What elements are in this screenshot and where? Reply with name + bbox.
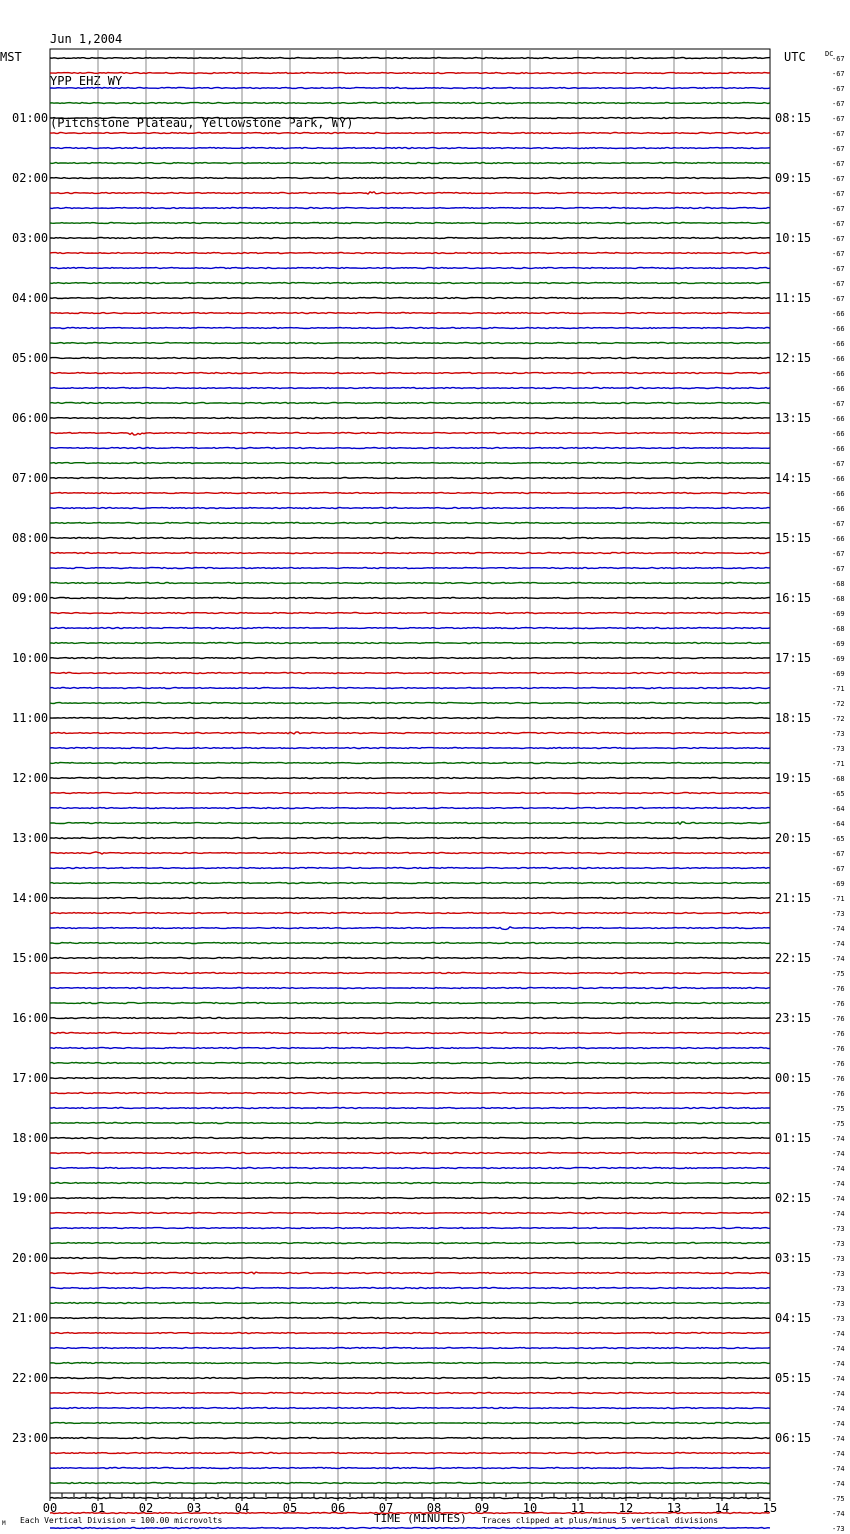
utc-hour-label: 10:15	[775, 231, 812, 245]
mst-hour-label: 11:00	[12, 711, 49, 725]
dc-offset-label: -73	[832, 1525, 845, 1533]
utc-hour-label: 09:15	[775, 171, 812, 185]
dc-offset-label: -67	[832, 55, 845, 63]
utc-hour-label: 19:15	[775, 771, 812, 785]
seismic-trace	[50, 223, 770, 224]
mst-hour-label: 10:00	[12, 651, 49, 665]
dc-offset-label: -74	[832, 955, 845, 963]
dc-offset-label: -69	[832, 610, 845, 618]
seismic-trace	[50, 238, 770, 239]
mst-hour-label: 14:00	[12, 891, 49, 905]
seismic-trace	[50, 1318, 770, 1319]
seismic-trace	[50, 718, 770, 719]
seismic-trace	[50, 822, 770, 824]
dc-offset-label: -74	[832, 940, 845, 948]
dc-offset-label: -67	[832, 115, 845, 123]
utc-hour-label: 06:15	[775, 1431, 812, 1445]
seismic-trace	[50, 298, 770, 299]
dc-offset-label: -75	[832, 1495, 845, 1503]
dc-offset-label: -73	[832, 1255, 845, 1263]
dc-offset-label: -74	[832, 1420, 845, 1428]
dc-offset-label: -67	[832, 250, 845, 258]
utc-hour-label: 18:15	[775, 711, 812, 725]
x-tick-label: 12	[618, 1501, 634, 1515]
seismic-trace	[50, 703, 770, 704]
dc-offset-label: -68	[832, 775, 845, 783]
seismic-trace	[50, 1123, 770, 1124]
dc-offset-label: -73	[832, 1300, 845, 1308]
seismic-trace	[50, 1272, 770, 1274]
utc-hour-label: 16:15	[775, 591, 812, 605]
seismic-trace	[50, 148, 770, 149]
header-station: YPP EHZ WY	[50, 74, 123, 88]
mst-hour-label: 15:00	[12, 951, 49, 965]
dc-offset-label: -67	[832, 295, 845, 303]
seismic-trace	[50, 628, 770, 629]
seismic-trace	[50, 328, 770, 329]
dc-offset-label: -74	[832, 1405, 845, 1413]
dc-offset-label: -76	[832, 1060, 845, 1068]
seismic-trace	[50, 793, 770, 794]
utc-hour-label: 03:15	[775, 1251, 812, 1265]
dc-offset-label: -72	[832, 715, 845, 723]
seismic-trace	[50, 1213, 770, 1214]
seismic-trace	[50, 1363, 770, 1364]
utc-hour-label: 05:15	[775, 1371, 812, 1385]
dc-offset-label: -64	[832, 805, 845, 813]
seismic-trace	[50, 448, 770, 449]
utc-hour-label: 15:15	[775, 531, 812, 545]
mst-hour-label: 07:00	[12, 471, 49, 485]
mst-hour-label: 01:00	[12, 111, 49, 125]
dc-offset-labels	[832, 55, 845, 1534]
mst-hour-label: 08:00	[12, 531, 49, 545]
seismic-trace	[50, 883, 770, 884]
utc-hour-label: 17:15	[775, 651, 812, 665]
seismic-trace	[50, 1393, 770, 1394]
mst-hour-label: 06:00	[12, 411, 49, 425]
seismic-trace	[50, 463, 770, 464]
dc-offset-label: -76	[832, 1090, 845, 1098]
dc-offset-label: -72	[832, 700, 845, 708]
seismic-trace	[50, 1483, 770, 1484]
seismic-trace	[50, 763, 770, 764]
dc-offset-label: -75	[832, 1105, 845, 1113]
mst-hour-label: 16:00	[12, 1011, 49, 1025]
dc-offset-label: -74	[832, 1510, 845, 1518]
seismic-trace	[50, 1198, 770, 1199]
dc-offset-label: -74	[832, 1390, 845, 1398]
dc-offset-label: -67	[832, 520, 845, 528]
utc-hour-label: 02:15	[775, 1191, 812, 1205]
seismic-trace	[50, 88, 770, 89]
dc-offset-label: -66	[832, 475, 845, 483]
seismic-trace	[50, 1243, 770, 1244]
seismic-trace	[50, 178, 770, 179]
seismic-trace	[50, 1423, 770, 1424]
dc-offset-label: -69	[832, 670, 845, 678]
dc-offset-label: -67	[832, 220, 845, 228]
seismic-trace	[50, 1408, 770, 1409]
mst-hour-label: 22:00	[12, 1371, 49, 1385]
mst-hour-label: 19:00	[12, 1191, 49, 1205]
dc-offset-label: -73	[832, 1240, 845, 1248]
x-tick-label: 03	[186, 1501, 202, 1515]
seismic-trace	[50, 1333, 770, 1334]
dc-offset-label: -74	[832, 1330, 845, 1338]
seismic-trace	[50, 1078, 770, 1079]
dc-offset-label: -66	[832, 325, 845, 333]
dc-offset-label: -66	[832, 415, 845, 423]
seismic-trace	[50, 1258, 770, 1259]
utc-hour-label: 08:15	[775, 111, 812, 125]
seismic-trace	[50, 1138, 770, 1139]
mst-hour-label: 20:00	[12, 1251, 49, 1265]
dc-offset-label: -76	[832, 1030, 845, 1038]
dc-offset-label: -67	[832, 400, 845, 408]
seismic-trace	[50, 613, 770, 614]
seismic-trace	[50, 913, 770, 914]
seismic-trace	[50, 268, 770, 269]
seismic-trace	[50, 1303, 770, 1304]
seismic-trace	[50, 388, 770, 389]
x-tick-label: 01	[90, 1501, 106, 1515]
seismic-trace	[50, 58, 770, 59]
seismic-trace	[50, 1048, 770, 1049]
mst-hour-label: 17:00	[12, 1071, 49, 1085]
seismic-trace	[50, 583, 770, 584]
dc-offset-label: -76	[832, 1000, 845, 1008]
seismic-trace	[50, 852, 770, 854]
seismic-trace	[50, 1168, 770, 1169]
seismic-trace	[50, 643, 770, 644]
seismic-trace	[50, 493, 770, 494]
seismic-trace	[50, 118, 770, 119]
mst-hour-label: 03:00	[12, 231, 49, 245]
dc-offset-label: -73	[832, 1315, 845, 1323]
mst-hour-label: 23:00	[12, 1431, 49, 1445]
dc-offset-label: -75	[832, 970, 845, 978]
x-tick-label: 02	[138, 1501, 154, 1515]
dc-offset-label: -67	[832, 550, 845, 558]
utc-hour-label: 14:15	[775, 471, 812, 485]
dc-offset-label: -74	[832, 1450, 845, 1458]
dc-offset-label: -65	[832, 835, 845, 843]
dc-offset-label: -66	[832, 490, 845, 498]
seismic-trace	[50, 1528, 770, 1529]
seismic-trace	[50, 192, 770, 194]
dc-offset-label: -71	[832, 895, 845, 903]
trace-group	[50, 58, 770, 1534]
x-tick-label: 13	[666, 1501, 682, 1515]
utc-hour-label: 21:15	[775, 891, 812, 905]
seismic-trace	[50, 927, 770, 930]
seismic-trace	[50, 208, 770, 209]
seismic-trace	[50, 538, 770, 539]
x-tick-label: 09	[474, 1501, 490, 1515]
x-tick-label: 10	[522, 1501, 538, 1515]
seismic-trace	[50, 1228, 770, 1229]
dc-offset-label: -76	[832, 1045, 845, 1053]
dc-offset-label: -66	[832, 445, 845, 453]
seismic-trace	[50, 133, 770, 134]
seismic-trace	[50, 1348, 770, 1349]
dc-offset-label: -73	[832, 745, 845, 753]
seismic-trace	[50, 1033, 770, 1034]
seismic-trace	[50, 958, 770, 959]
dc-offset-label: -66	[832, 385, 845, 393]
seismic-trace	[50, 658, 770, 659]
seismic-trace	[50, 1108, 770, 1109]
dc-offset-label: -71	[832, 685, 845, 693]
mst-hour-label: 21:00	[12, 1311, 49, 1325]
dc-header: DC	[825, 50, 834, 58]
mst-hour-labels	[12, 111, 48, 1445]
dc-offset-label: -74	[832, 1360, 845, 1368]
mst-hour-label: 02:00	[12, 171, 49, 185]
utc-hour-label: 11:15	[775, 291, 812, 305]
seismic-trace	[50, 1288, 770, 1289]
mst-axis-title: MST	[0, 50, 22, 64]
dc-offset-label: -74	[832, 1435, 845, 1443]
seismic-trace	[50, 1468, 770, 1469]
dc-offset-label: -74	[832, 925, 845, 933]
dc-offset-label: -66	[832, 340, 845, 348]
seismic-trace	[50, 898, 770, 899]
x-tick-label: 04	[234, 1501, 250, 1515]
seismic-trace	[50, 1378, 770, 1379]
dc-offset-label: -74	[832, 1480, 845, 1488]
seismic-trace	[50, 313, 770, 314]
seismic-trace	[50, 1063, 770, 1064]
dc-offset-label: -73	[832, 1285, 845, 1293]
dc-offset-label: -71	[832, 760, 845, 768]
dc-offset-label: -69	[832, 640, 845, 648]
dc-offset-label: -67	[832, 85, 845, 93]
seismic-trace	[50, 943, 770, 944]
dc-offset-label: -69	[832, 655, 845, 663]
seismic-trace	[50, 568, 770, 569]
clip-note: Traces clipped at plus/minus 5 vertical divisions	[482, 1516, 719, 1525]
mst-hour-label: 18:00	[12, 1131, 49, 1145]
mst-hour-label: 05:00	[12, 351, 49, 365]
dc-offset-label: -67	[832, 850, 845, 858]
seismic-trace	[50, 688, 770, 689]
x-tick-label: 14	[714, 1501, 730, 1515]
seismic-trace	[50, 1498, 770, 1499]
seismic-trace	[50, 673, 770, 674]
dc-offset-label: -76	[832, 1075, 845, 1083]
dc-offset-label: -66	[832, 505, 845, 513]
seismic-trace	[50, 1438, 770, 1439]
seismic-trace	[50, 73, 770, 74]
seismic-trace	[50, 732, 770, 734]
seismic-trace	[50, 283, 770, 284]
seismic-trace	[50, 1183, 770, 1184]
utc-hour-label: 22:15	[775, 951, 812, 965]
dc-offset-label: -65	[832, 790, 845, 798]
seismic-trace	[50, 598, 770, 599]
dc-offset-label: -68	[832, 595, 845, 603]
x-tick-label: 05	[282, 1501, 298, 1515]
scale-note: Each Vertical Division = 100.00 microvolts	[20, 1516, 223, 1525]
utc-hour-labels	[775, 111, 811, 1445]
seismic-trace	[50, 478, 770, 479]
dc-offset-label: -67	[832, 70, 845, 78]
dc-offset-label: -67	[832, 100, 845, 108]
dc-offset-label: -74	[832, 1345, 845, 1353]
dc-offset-label: -74	[832, 1195, 845, 1203]
dc-offset-label: -76	[832, 985, 845, 993]
dc-offset-label: -66	[832, 430, 845, 438]
seismic-trace	[50, 838, 770, 839]
dc-offset-label: -67	[832, 130, 845, 138]
seismic-trace	[50, 1153, 770, 1154]
seismic-trace	[50, 373, 770, 374]
mst-hour-label: 09:00	[12, 591, 49, 605]
dc-offset-label: -74	[832, 1465, 845, 1473]
utc-hour-label: 12:15	[775, 351, 812, 365]
seismic-trace	[50, 1093, 770, 1094]
plot-frame	[50, 49, 770, 1493]
header-location: (Pitchstone Plateau, Yellowstone Park, WY)	[50, 116, 354, 130]
seismic-trace	[50, 988, 770, 989]
dc-offset-label: -73	[832, 730, 845, 738]
utc-hour-label: 00:15	[775, 1071, 812, 1085]
dc-offset-label: -67	[832, 265, 845, 273]
dc-offset-label: -74	[832, 1210, 845, 1218]
dc-offset-label: -74	[832, 1180, 845, 1188]
dc-offset-label: -66	[832, 310, 845, 318]
dc-offset-label: -67	[832, 280, 845, 288]
seismic-trace	[50, 808, 770, 809]
dc-offset-label: -67	[832, 160, 845, 168]
x-axis-label: TIME (MINUTES)	[374, 1512, 467, 1525]
dc-offset-label: -66	[832, 370, 845, 378]
utc-hour-label: 23:15	[775, 1011, 812, 1025]
dc-offset-label: -67	[832, 205, 845, 213]
minute-grid	[50, 49, 770, 1493]
dc-offset-label: -68	[832, 625, 845, 633]
dc-offset-label: -74	[832, 1150, 845, 1158]
seismic-trace	[50, 1003, 770, 1004]
dc-offset-label: -67	[832, 190, 845, 198]
dc-offset-label: -76	[832, 1015, 845, 1023]
x-tick-label: 00	[42, 1501, 58, 1515]
mst-hour-label: 13:00	[12, 831, 49, 845]
utc-hour-label: 01:15	[775, 1131, 812, 1145]
dc-offset-label: -74	[832, 1165, 845, 1173]
dc-offset-label: -67	[832, 145, 845, 153]
utc-hour-label: 04:15	[775, 1311, 812, 1325]
dc-offset-label: -67	[832, 175, 845, 183]
dc-offset-label: -66	[832, 355, 845, 363]
seismic-trace	[50, 868, 770, 869]
seismic-trace	[50, 553, 770, 554]
seismic-trace	[50, 523, 770, 524]
x-tick-label: 11	[570, 1501, 586, 1515]
dc-offset-label: -69	[832, 880, 845, 888]
seismic-trace	[50, 433, 770, 436]
seismic-trace	[50, 343, 770, 344]
seismic-trace	[50, 1018, 770, 1019]
x-tick-label: 08	[426, 1501, 442, 1515]
seismic-trace	[50, 358, 770, 359]
dc-offset-label: -74	[832, 1375, 845, 1383]
dc-offset-label: -67	[832, 865, 845, 873]
utc-hour-label: 13:15	[775, 411, 812, 425]
seismic-trace	[50, 748, 770, 749]
x-tick-label: 07	[378, 1501, 394, 1515]
seismic-trace	[50, 418, 770, 419]
dc-offset-label: -73	[832, 1225, 845, 1233]
seismic-trace	[50, 1453, 770, 1454]
seismic-trace	[50, 163, 770, 164]
seismic-trace	[50, 103, 770, 104]
utc-axis-title: UTC	[784, 50, 806, 64]
seismic-trace	[50, 778, 770, 779]
x-tick-label: 15	[762, 1501, 778, 1515]
utc-hour-label: 20:15	[775, 831, 812, 845]
seismic-trace	[50, 973, 770, 974]
dc-offset-label: -67	[832, 460, 845, 468]
x-tick-label: 06	[330, 1501, 346, 1515]
header-date: Jun 1,2004	[50, 32, 123, 46]
dc-offset-label: -67	[832, 235, 845, 243]
seismic-trace	[50, 403, 770, 404]
mst-hour-label: 04:00	[12, 291, 49, 305]
dc-offset-label: -64	[832, 820, 845, 828]
seismic-trace	[50, 508, 770, 509]
mst-hour-label: 12:00	[12, 771, 49, 785]
seismic-trace	[50, 253, 770, 254]
dc-offset-label: -74	[832, 1135, 845, 1143]
dc-offset-label: -73	[832, 1270, 845, 1278]
footer-left-mark: M	[2, 1520, 6, 1527]
dc-offset-label: -66	[832, 535, 845, 543]
dc-offset-label: -73	[832, 910, 845, 918]
dc-offset-label: -75	[832, 1120, 845, 1128]
dc-offset-label: -67	[832, 565, 845, 573]
dc-offset-label: -68	[832, 580, 845, 588]
